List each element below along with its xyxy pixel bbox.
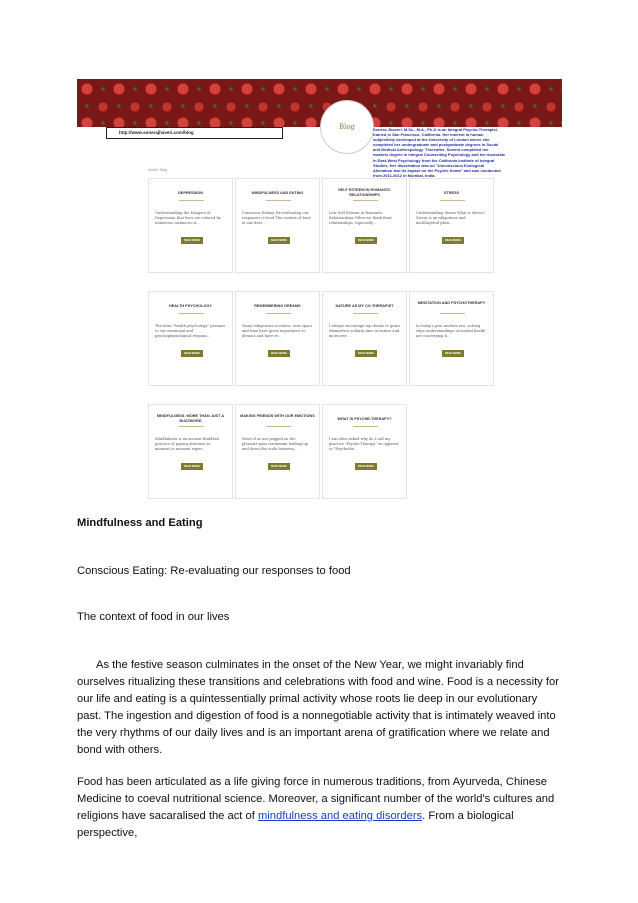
blog-card[interactable] bbox=[409, 178, 494, 273]
read-more-button[interactable]: READ MORE bbox=[442, 350, 464, 357]
article-section-heading: The context of food in our lives bbox=[77, 611, 230, 623]
blog-card[interactable] bbox=[148, 291, 233, 386]
bio-line: completed her undergraduate and postgraduate degrees in Social bbox=[373, 142, 499, 148]
mindfulness-eating-disorders-link[interactable]: mindfulness and eating disorders bbox=[257, 810, 423, 822]
blog-card-title[interactable]: DEPRESSION bbox=[178, 191, 203, 195]
ornament-divider bbox=[179, 313, 204, 314]
bio-line: Alienation and its impact on the Psyche Soma" and was conducted bbox=[373, 167, 501, 173]
ornament-divider bbox=[440, 200, 465, 201]
blog-card-title[interactable]: SELF ESTEEM IN ROMANTIC RELATIONSHIPS bbox=[338, 188, 391, 197]
read-more-button[interactable]: READ MORE bbox=[181, 237, 203, 244]
blog-card-title[interactable]: REMEMBERING DREAMS bbox=[254, 304, 301, 308]
ornament-divider bbox=[353, 313, 378, 314]
read-more-button[interactable]: READ MORE bbox=[268, 237, 290, 244]
blog-card-excerpt: Understanding the Dangers of Depression that lives are colored by numerous instances of... bbox=[155, 211, 221, 225]
ornament-divider bbox=[353, 426, 378, 427]
article-paragraph-1: As the festive season culminates in the onset of the New Year, we might invariably find ourselves ritualizing these transitions and celebrations with food and wine. Food is a necessity for our life and eating is a quintessentially primal activity whose roots lie deep in our evolutionary past. The ingestion and digestion of food is a nonnegotiable activity that is intimately weaved into the very rhythms of our daily lives and is an important arena of gratification where we relate and bond with others. bbox=[77, 659, 559, 756]
blog-card-excerpt: Understanding Stress What is stress? Stress is an ubiquitous and multilayered phen... bbox=[416, 211, 485, 225]
ornament-divider bbox=[266, 426, 291, 427]
ornament-divider bbox=[179, 426, 204, 427]
bio-line: in East-West Psychology from the California Institute of Integral bbox=[373, 157, 495, 163]
author-bio bbox=[373, 127, 561, 178]
blog-card[interactable] bbox=[235, 178, 320, 273]
blog-banner bbox=[77, 79, 562, 127]
blog-card-title[interactable]: MINDFULNESS AND EATING bbox=[251, 191, 304, 195]
blog-card-title[interactable]: MAKING FRIENDS WITH OUR EMOTIONS bbox=[240, 414, 315, 418]
read-more-button[interactable]: READ MORE bbox=[181, 463, 203, 470]
bio-line: masters degree in Integral Counselling Psychology and her doctorate bbox=[373, 152, 506, 158]
blog-card[interactable] bbox=[322, 291, 407, 386]
blog-card-excerpt: Many indigenous societies, over space and time have given importance to dreams and have re... bbox=[242, 324, 313, 338]
blog-badge: Blog bbox=[320, 100, 374, 154]
url-box[interactable]: http://www.sonerajhaveri.com/blog bbox=[106, 127, 283, 139]
ornament-divider bbox=[266, 313, 291, 314]
blog-card-excerpt: In today's post modern era, cutting edge understandings of mental health are converging b... bbox=[416, 324, 486, 338]
ornament-divider bbox=[179, 200, 204, 201]
ornament-divider bbox=[440, 313, 465, 314]
blog-card-excerpt: Mindfulness is an ancient Buddhist practice of paying attention to moment to moment exper... bbox=[155, 437, 220, 451]
ornament-divider bbox=[353, 200, 378, 201]
paragraph-2-text-end: . From a biological perspective, bbox=[77, 810, 514, 839]
read-more-button[interactable]: READ MORE bbox=[442, 237, 464, 244]
blog-card-excerpt: Conscious Eating: Re-evaluating our responses to food The context of food in our lives... bbox=[242, 211, 311, 225]
paragraph-2-text: Food has been articulated as a life giving force in numerous traditions, from Ayurveda, Chinese Medicine to coeval nutritional science. Moreover, a significant number of the world's cultures and religions have sacaralised the act of bbox=[77, 776, 555, 822]
bio-line: Studies. Her dissertation was on "Unconscious Ecological bbox=[373, 162, 485, 168]
blog-card[interactable] bbox=[148, 178, 233, 273]
blog-card[interactable] bbox=[322, 178, 407, 273]
blog-card-title[interactable]: STRESS bbox=[443, 191, 460, 195]
blog-card-excerpt: Low Self Esteem in Romantic Relationships Often we think their relationships, especially... bbox=[329, 211, 392, 225]
read-more-button[interactable]: READ MORE bbox=[181, 350, 203, 357]
blog-card-excerpt: I am often asked why do I call my practice "Psyche-Therapy" as opposed to "Psychothe... bbox=[329, 437, 399, 451]
blog-card-title[interactable]: WHAT IS PSYCHE-THERAPY? bbox=[337, 417, 392, 421]
bio-line: from 2011-2012 in Mumbai, India. bbox=[373, 172, 436, 178]
ornament-divider bbox=[266, 200, 291, 201]
read-more-button[interactable]: READ MORE bbox=[355, 237, 377, 244]
breadcrumb[interactable]: Home / Blog bbox=[148, 168, 168, 172]
blog-card[interactable] bbox=[148, 404, 233, 499]
article-subtitle: Conscious Eating: Re-evaluating our responses to food bbox=[77, 565, 351, 577]
blog-card[interactable] bbox=[322, 404, 407, 499]
blog-card-excerpt: Most of us are pegged on the pleasure-pain continuum holding up and down the scale between... bbox=[242, 437, 309, 451]
blog-card-excerpt: The term "health psychology" pertains to our emotional and psychophysiological respons... bbox=[155, 324, 226, 338]
bio-line: subjectivity developed at the University of London where she bbox=[373, 137, 490, 143]
blog-card[interactable] bbox=[235, 404, 320, 499]
blog-card-title[interactable]: MEDITATION AND PSYCHOTHERAPY bbox=[417, 301, 486, 305]
bio-line: and Medical Anthropology. Thereafter, Sonera completed her bbox=[373, 147, 489, 153]
read-more-button[interactable]: READ MORE bbox=[355, 350, 377, 357]
bio-line: Sonera Jhaveri, M.Sc., M.A., Ph.D is an Integral Psycho-Therapist, bbox=[373, 127, 498, 132]
article-title: Mindfulness and Eating bbox=[77, 517, 203, 529]
read-more-button[interactable]: READ MORE bbox=[268, 350, 290, 357]
blog-card[interactable] bbox=[235, 291, 320, 386]
blog-card-excerpt: I always encourage my clients to grant themselves solitary time in nature and moreover, ... bbox=[329, 324, 400, 338]
read-more-button[interactable]: READ MORE bbox=[355, 463, 377, 470]
article-paragraph-2 bbox=[77, 774, 563, 842]
blog-card-title[interactable]: HEALTH PSYCHOLOGY bbox=[169, 304, 212, 308]
bio-line: trained in San Francisco, California. Her interest in human bbox=[373, 132, 484, 138]
blog-card-title[interactable]: NATURE AS MY CO-THERAPIST bbox=[335, 304, 394, 308]
read-more-button[interactable]: READ MORE bbox=[268, 463, 290, 470]
blog-card-title[interactable]: MINDFULNESS: MORE THAN JUST A BUZZWORD bbox=[156, 414, 225, 423]
blog-card[interactable] bbox=[409, 291, 494, 386]
